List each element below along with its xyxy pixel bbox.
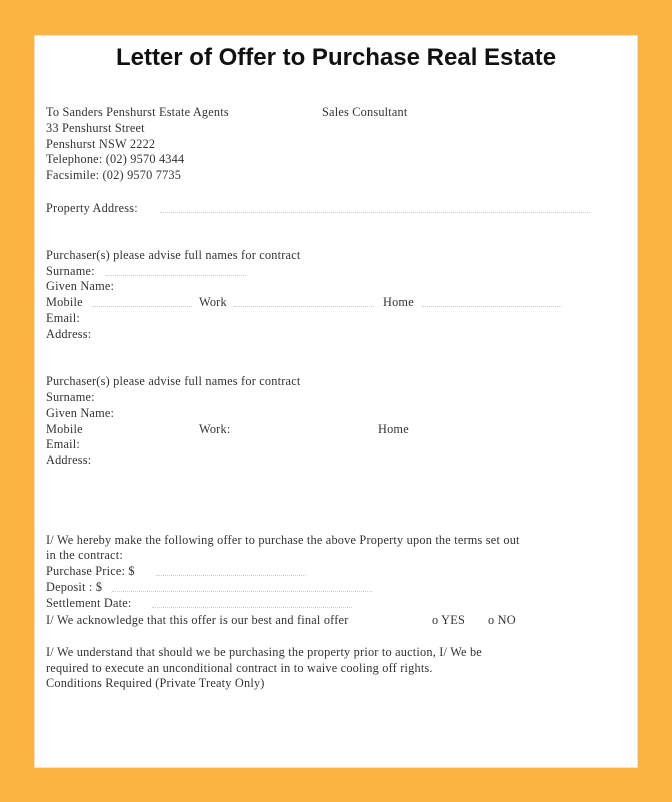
offer-statement-line2: in the contract: [46,548,123,562]
agent-suburb: Penshurst NSW 2222 [46,137,156,151]
no-checkbox[interactable]: o NO [488,613,516,627]
auction-statement-line2: required to execute an unconditional contract in to waive cooling off rights. [46,661,433,675]
yes-checkbox[interactable]: o YES [432,613,465,627]
purchaser2-work-label: Work: [199,422,231,436]
deposit-field[interactable] [112,591,372,592]
agent-telephone: Telephone: (02) 9570 4344 [46,152,185,166]
purchaser1-email-label: Email: [46,311,80,325]
purchaser1-home-field[interactable] [422,306,562,307]
agent-facsimile: Facsimile: (02) 9570 7735 [46,168,182,182]
settlement-date-field[interactable] [152,607,352,608]
purchase-price-label: Purchase Price: $ [46,564,135,578]
auction-statement-line1: I/ We understand that should we be purchasing the property prior to auction, I/ We be [46,645,482,659]
agent-to: To Sanders Penshurst Estate Agents [46,105,229,119]
purchaser1-mobile-label: Mobile [46,295,83,309]
settlement-date-label: Settlement Date: [46,596,132,610]
conditions-required-label: Conditions Required (Private Treaty Only) [46,676,265,690]
purchaser1-address-label: Address: [46,327,92,341]
purchaser1-work-label: Work [199,295,227,309]
purchase-price-field[interactable] [156,575,306,576]
purchaser1-given-label: Given Name: [46,279,115,293]
purchaser1-surname-label: Surname: [46,264,95,278]
purchaser2-mobile-label: Mobile [46,422,83,436]
property-address-label: Property Address: [46,201,138,215]
agent-street: 33 Penshurst Street [46,121,145,135]
purchaser2-email-label: Email: [46,437,80,451]
purchaser2-surname-label: Surname: [46,390,95,404]
document-title: Letter of Offer to Purchase Real Estate [115,44,557,71]
property-address-field[interactable] [160,212,590,213]
purchaser2-given-label: Given Name: [46,406,115,420]
purchaser1-surname-field[interactable] [106,275,246,276]
purchaser2-address-label: Address: [46,453,92,467]
purchaser1-home-label: Home [383,295,414,309]
purchaser1-heading: Purchaser(s) please advise full names for contract [46,248,301,262]
purchaser2-home-label: Home [378,422,409,436]
offer-statement-line1: I/ We hereby make the following offer to purchase the above Property upon the terms set out [46,533,520,547]
deposit-label: Deposit : $ [46,580,103,594]
acknowledge-statement: I/ We acknowledge that this offer is our best and final offer [46,613,349,627]
purchaser1-mobile-field[interactable] [92,306,192,307]
sales-consultant-label: Sales Consultant [322,105,408,119]
purchaser1-work-field[interactable] [234,306,374,307]
purchaser2-heading: Purchaser(s) please advise full names for contract [46,374,301,388]
